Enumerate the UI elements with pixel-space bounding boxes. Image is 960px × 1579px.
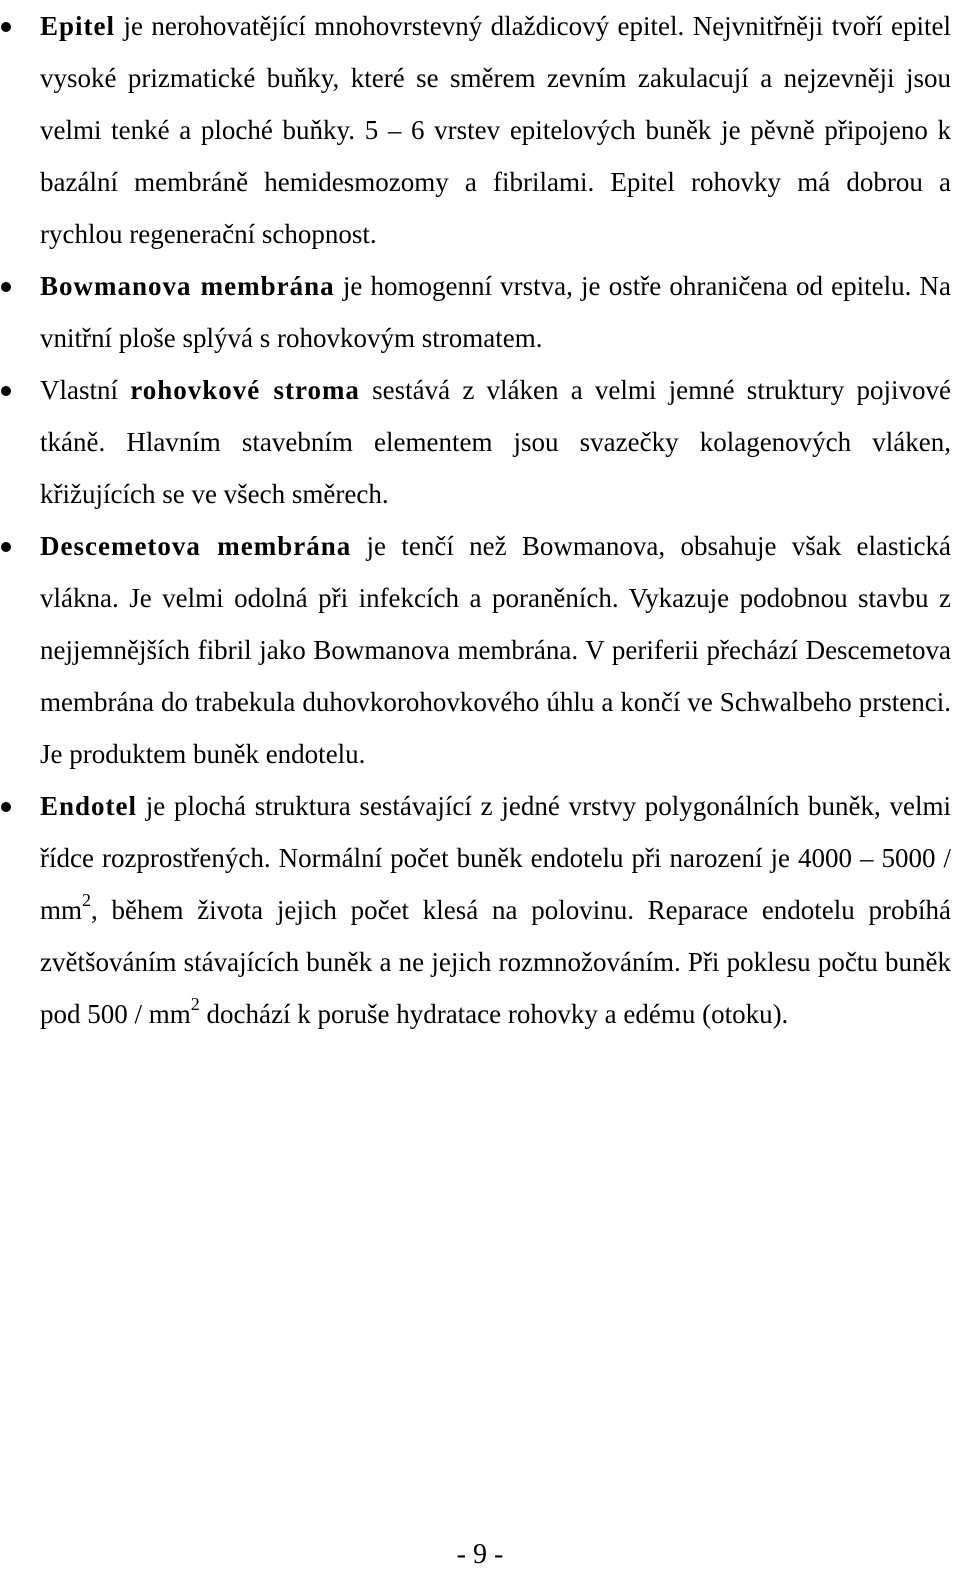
term-epitel: Epitel — [40, 11, 116, 41]
paragraph-text: je homogenní vrstva, je ostře ohraničena od epitelu. Na vnitřní ploše splývá s rohovkovým stromatem. — [40, 271, 951, 353]
bullet-icon — [1, 0, 13, 52]
list-item-endotel — [40, 780, 951, 1040]
list-item-bowmanova-membrana — [40, 260, 951, 364]
page-number: - 9 - — [456, 1539, 504, 1570]
term-descemetova-membrana: Descemetova membrána — [40, 531, 352, 561]
superscript: 2 — [82, 890, 92, 910]
bullet-icon — [1, 260, 13, 312]
paragraph-text: , během života jejich počet klesá na polovinu. Reparace endotelu probíhá zvětšováním stávajících buněk a ne jejich rozmnožováním. Při poklesu počtu buněk pod 500 / mm — [40, 895, 951, 1029]
term-rohovkove-stroma: rohovkové stroma — [130, 375, 360, 405]
paragraph-text: dochází k poruše hydratace rohovky a edému (otoku). — [199, 999, 789, 1029]
list-item-epitel — [40, 0, 951, 260]
list-item-descemetova-membrana — [40, 520, 951, 780]
superscript: 2 — [190, 994, 200, 1014]
paragraph-prefix: Vlastní — [40, 375, 131, 405]
list-item-rohovkove-stroma — [40, 364, 951, 520]
paragraph-text: je plochá struktura sestávající z jedné vrstvy polygonálních buněk, velmi řídce rozprostřených. Normální počet buněk endotelu při narození je 4000 – 5000 / mm — [40, 791, 951, 925]
bullet-list — [40, 0, 951, 1040]
paragraph-text: je nerohovatějící mnohovrstevný dlaždicový epitel. Nejvnitřněji tvoří epitel vysoké prizmatické buňky, které se směrem zevním zakulacují a nejzevněji jsou velmi tenké a ploché buňky. 5 – 6 vrstev epitelových buněk je pěvně připojeno k bazální membráně hemidesmozomy a fibrilami. Epitel rohovky má dobrou a rychlou regenerační schopnost. — [40, 11, 951, 249]
bullet-icon — [1, 780, 13, 832]
bullet-icon — [1, 364, 13, 416]
term-endotel: Endotel — [40, 791, 138, 821]
paragraph-text: je tenčí než Bowmanova, obsahuje však elastická vlákna. Je velmi odolná při infekcích a poraněních. Vykazuje podobnou stavbu z nejjemnějších fibril jako Bowmanova membrána. V periferii přechází Descemetova membrána do trabekula duhovkorohovkového úhlu a končí ve Schwalbeho prstenci. Je produktem buněk endotelu. — [40, 531, 952, 769]
term-bowmanova-membrana: Bowmanova membrána — [40, 271, 335, 301]
bullet-icon — [1, 520, 13, 572]
paragraph-text: sestává z vláken a velmi jemné struktury pojivové tkáně. Hlavním stavebním elementem jsou svazečky kolagenových vláken, křižujících se ve všech směrech. — [40, 375, 952, 509]
